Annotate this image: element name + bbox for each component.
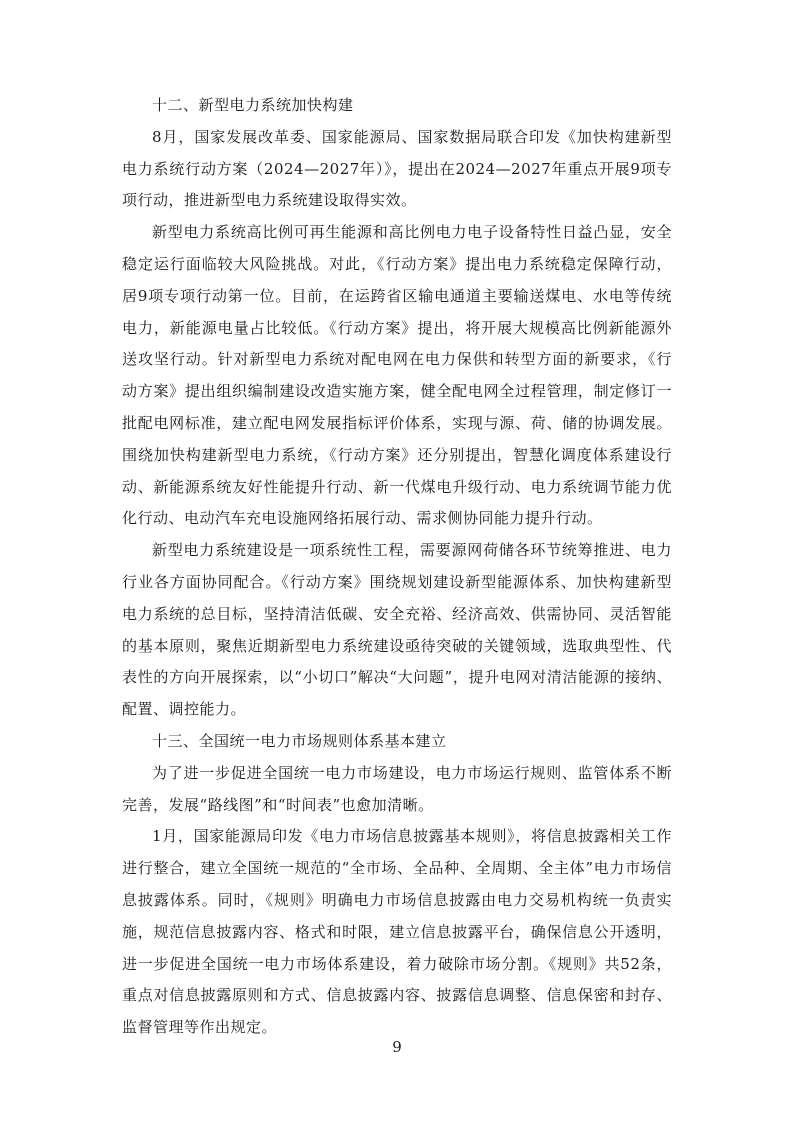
page-number: 9	[392, 1038, 402, 1056]
section-heading-power-system: 十二、新型电力系统加快构建	[152, 96, 354, 114]
paragraph: 为了进一步促进全国统一电力市场建设，电力市场运行规则、监管体系不断完善，发展“路线图”和“时间表”也愈加清晰。	[122, 763, 672, 814]
page-content	[122, 90, 672, 1044]
section-heading-power-market: 十三、全国统一电力市场规则体系基本建立	[152, 731, 447, 750]
paragraph: 8月，国家发展改革委、国家能源局、国家数据局联合印发《加快构建新型电力系统行动方案（2024—2027年）》，提出在2024—2027年重点开展9项专项行动，推进新型电力系统建设取得实效。	[122, 127, 672, 210]
paragraph: 新型电力系统建设是一项系统性工程，需要源网荷储各环节统筹推进、电力行业各方面协同配合。《行动方案》围绕规划建设新型能源体系、加快构建新型电力系统的总目标，坚持清洁低碳、安全充裕、经济高效、供需协同、灵活智能的基本原则，聚焦近期新型电力系统建设亟待突破的关键领域，选取典型性、代表性的方向开展探索，以“小切口”解决“大问题”，提升电网对清洁能源的接纳、配置、调控能力。	[122, 541, 672, 719]
paragraph: 1月，国家能源局印发《电力市场信息披露基本规则》，将信息披露相关工作进行整合，建立全国统一规范的“全市场、全品种、全周期、全主体”电力市场信息披露体系。同时，《规则》明确电力市场信息披露由电力交易机构统一负责实施，规范信息披露内容、格式和时限，建立信息披露平台，确保信息公开透明，进一步促进全国统一电力市场体系建设，着力破除市场分割。《规则》共52条，重点对信息披露原则和方式、信息披露内容、披露信息调整、信息保密和封存、监督管理等作出规定。	[122, 827, 672, 1037]
paragraph: 新型电力系统高比例可再生能源和高比例电力电子设备特性日益凸显，安全稳定运行面临较大风险挑战。对此，《行动方案》提出电力系统稳定保障行动，居9项专项行动第一位。目前，在运跨省区输电通道主要输送煤电、水电等传统电力，新能源电量占比较低。《行动方案》提出，将开展大规模高比例新能源外送攻坚行动。针对新型电力系统对配电网在电力保供和转型方面的新要求，《行动方案》提出组织编制建设改造实施方案，健全配电网全过程管理，制定修订一批配电网标准，建立配电网发展指标评价体系，实现与源、荷、储的协调发展。围绕加快构建新型电力系统，《行动方案》还分别提出，智慧化调度体系建设行动、新能源系统友好性能提升行动、新一代煤电升级行动、电力系统调节能力优化行动、电动汽车充电设施网络拓展行动、需求侧协同能力提升行动。	[122, 223, 672, 528]
